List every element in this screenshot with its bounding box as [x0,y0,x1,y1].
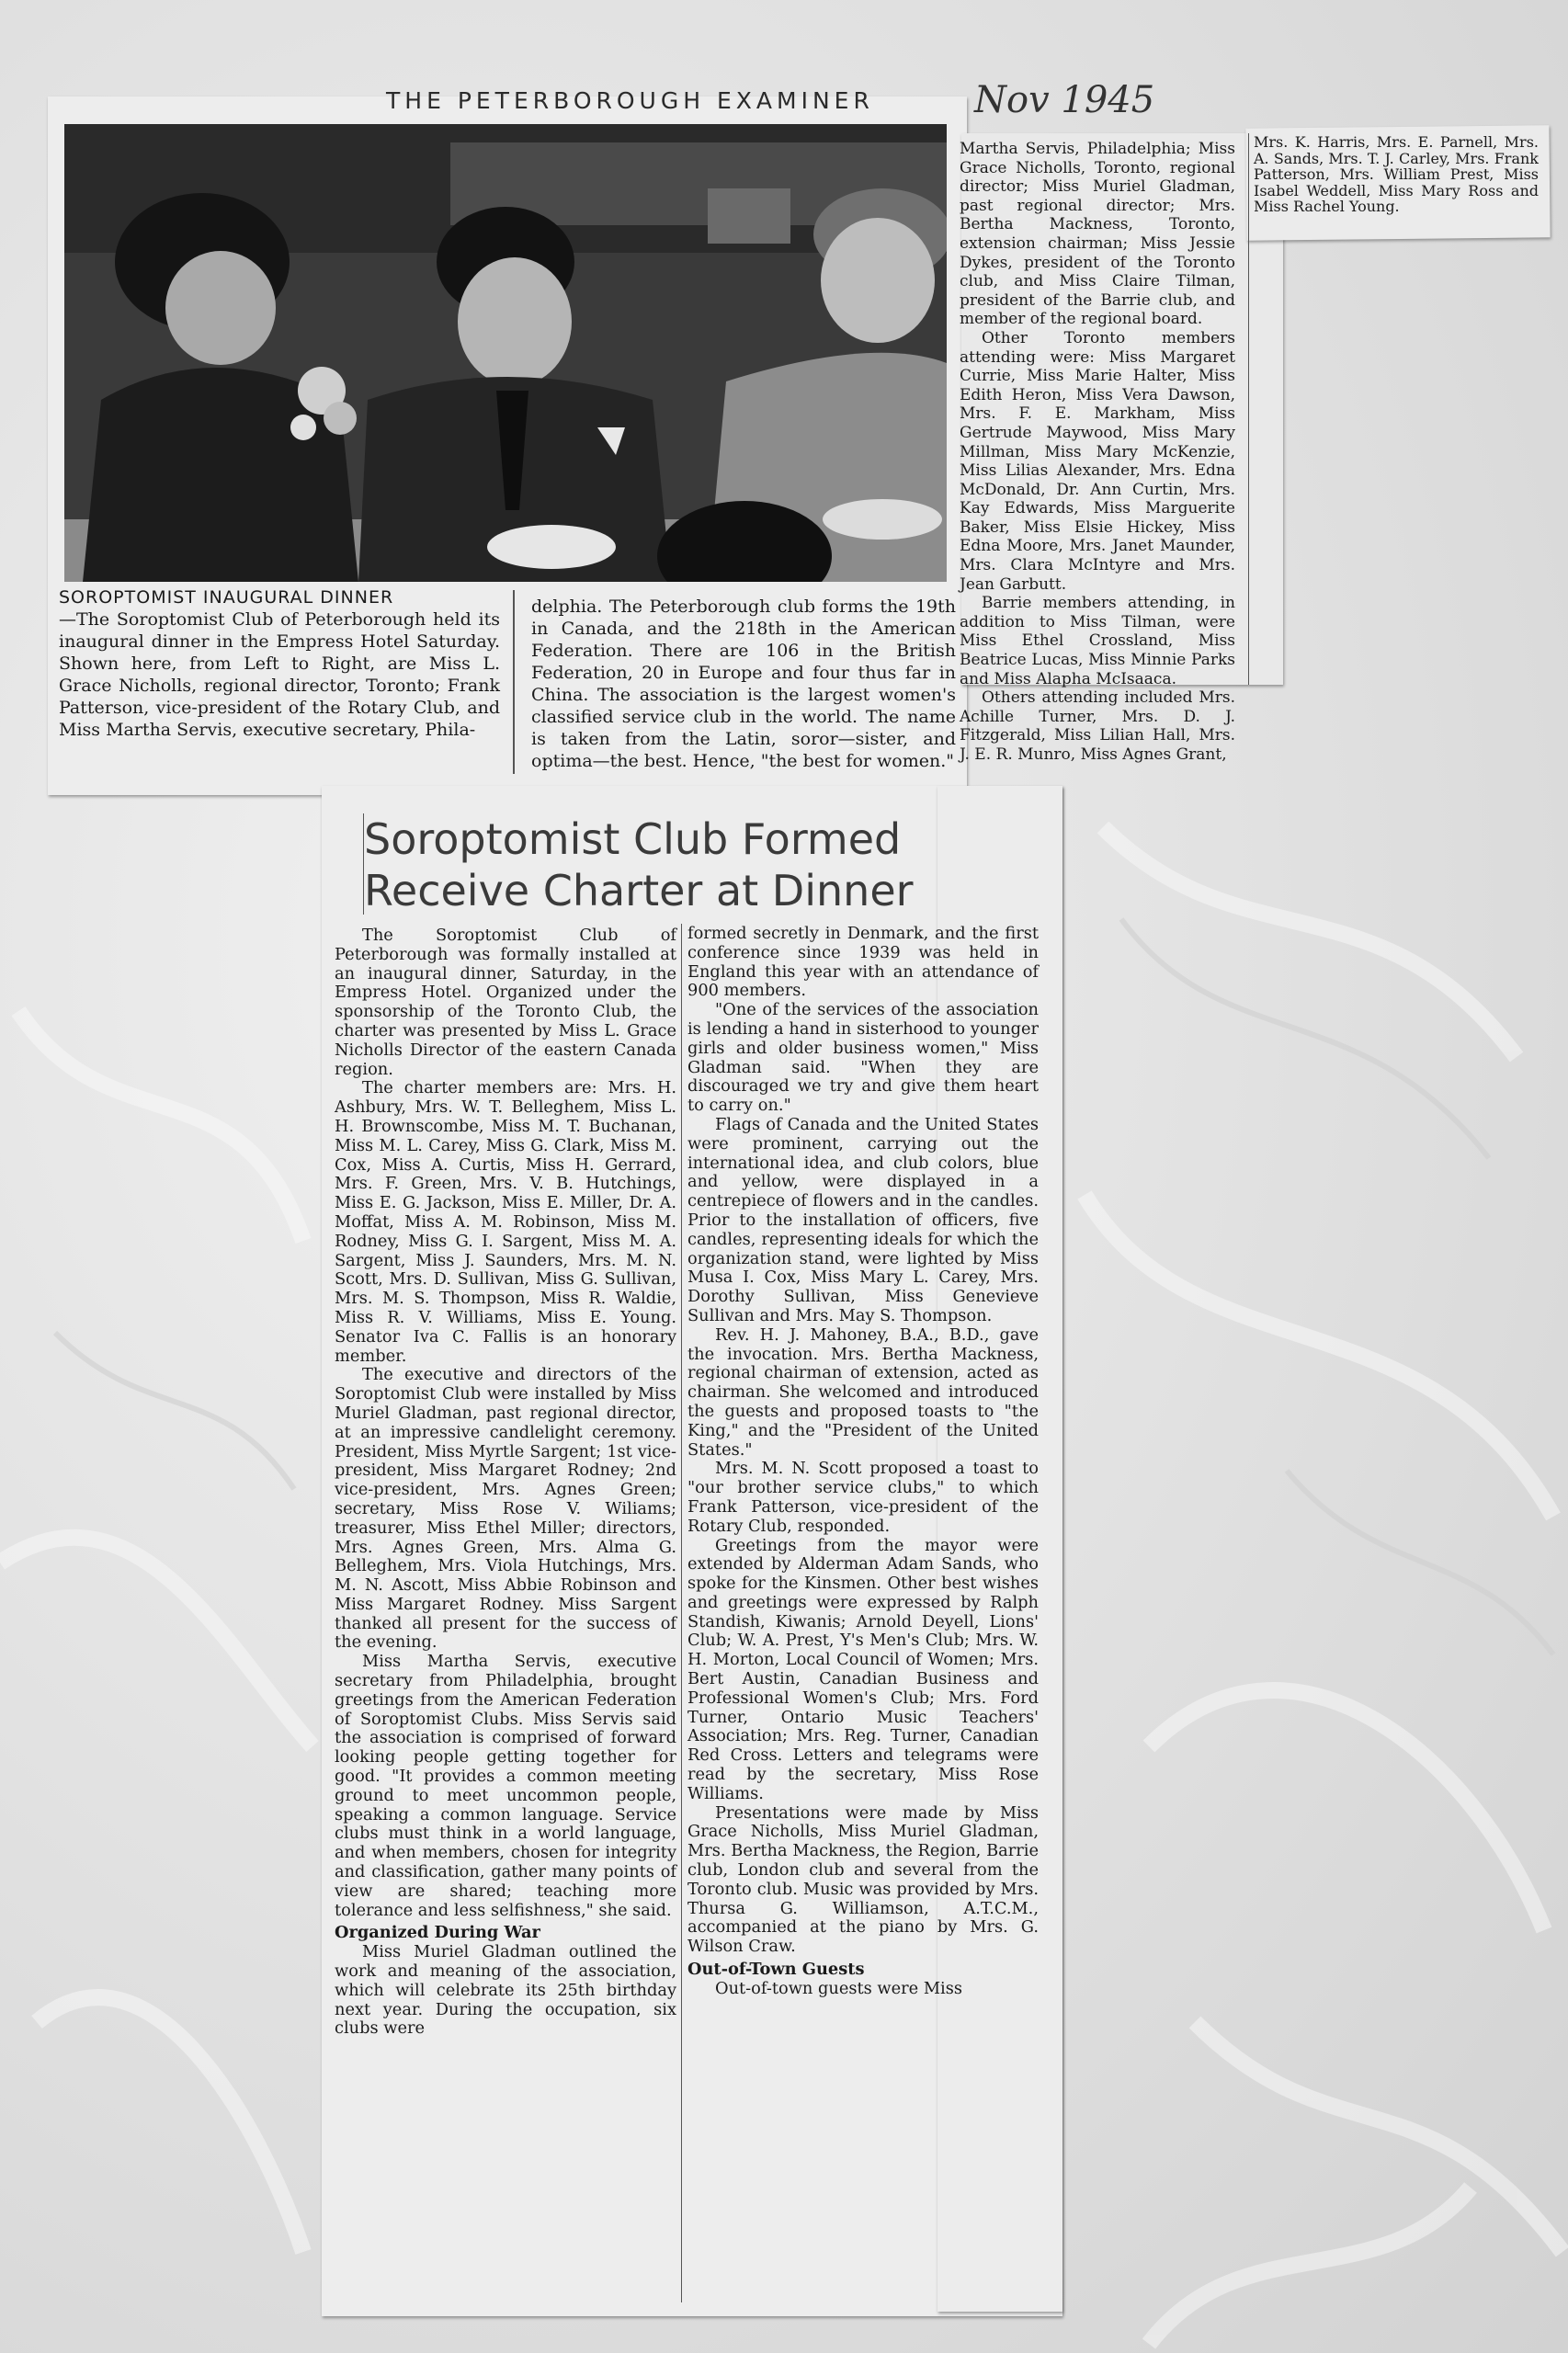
photo-caption-title: SOROPTOMIST INAUGURAL DINNER [59,587,394,608]
article-body-left [335,926,676,2039]
caption-column-rule [513,590,515,774]
article-paragraph: formed secretly in Denmark, and the first conference since 1939 was held in England this year with an attendance of 900 members. [687,924,1039,1001]
article-paragraph: The charter members are: Mrs. H. Ashbury, Mrs. W. T. Belleghem, Miss L. H. Brownscombe, Miss M. T. Buchanan, Miss M. L. Carey, Miss G. Clark, Miss M. Cox, Miss A. Curtis, Miss H. Gerrard, Mrs. F. Green, Mrs. V. B. Hutchings, Miss E. G. Jackson, Miss E. Miller, Dr. A. Moffat, Miss A. M. Robinson, Miss M. Rodney, Miss G. I. Sargent, Miss M. A. Sargent, Miss J. Saunders, Mrs. M. N. Scott, Mrs. D. Sullivan, Miss G. Sullivan, Mrs. M. S. Thompson, Miss R. Waldie, Miss R. V. Williams, Miss E. Young. Senator Iva C. Fallis is an honorary member. [335,1078,676,1366]
col3-paragraph: Other Toronto members attending were: Miss Margaret Currie, Miss Marie Halter, Miss Edith Heron, Miss Vera Dawson, Mrs. F. E. Markham, Miss Gertrude Maywood, Miss Mary Millman, Miss Mary McKenzie, Miss Lilias Alexander, Mrs. Edna McDonald, Dr. Ann Curtin, Mrs. Kay Edwards, Miss Marguerite Baker, Miss Elsie Hickey, Miss Edna Moore, Mrs. Janet Maunder, Mrs. Clara McIntyre and Mrs. Jean Garbutt. [960,328,1235,594]
article-paragraph: Miss Martha Servis, executive secretary from Philadelphia, brought greetings from the American Federation of Soroptomist Clubs. Miss Servis said the association is comprised of forward looking people getting together for good. "It provides a common meeting ground to meet uncommon people, speaking a common language. Service clubs must think in a world language, and when members, chosen for integrity and classification, gather many points of view are shared; teaching more tolerance and less selfishness," she said. [335,1652,676,1920]
article-paragraph: Mrs. M. N. Scott proposed a toast to "our brother service clubs," to which Frank Patterson, vice-president of the Rotary Club, responded. [687,1459,1039,1536]
article-paragraph: The executive and directors of the Soroptomist Club were installed by Miss Muriel Gladman, past regional director, at an impressive candlelight ceremony. President, Miss Myrtle Sargent; 1st vice-president, Miss Margaret Rodney; 2nd vice-president, Mrs. Agnes Green; secretary, Miss Rose V. Wiliams; treasurer, Miss Ethel Miller; directors, Mrs. Agnes Green, Mrs. Alma G. Belleghem, Mrs. Viola Hutchings, Mrs. M. N. Ascott, Miss Abbie Robinson and Miss Margaret Rodney. Miss Sargent thanked all present for the success of the evening. [335,1365,676,1653]
article-paragraph: Flags of Canada and the United States were prominent, carrying out the international idea, and club colors, blue and yellow, were displayed in a centrepiece of flowers and in the candles. Prior to the installation of officers, five candles, representing ideals for which the organization stand, were lighted by Miss Musa I. Cox, Miss Mary L. Carey, Mrs. Dorothy Sullivan, Miss Genevieve Sullivan and Mrs. May S. Thompson. [687,1114,1039,1325]
article-paragraph: Rev. H. J. Mahoney, B.A., B.D., gave the invocation. Mrs. Bertha Mackness, regional chairman of extension, acted as chairman. She welcomed and introduced the guests and proposed toasts to "the King," and the "President of the United States." [687,1324,1039,1460]
article-subhead: Out-of-Town Guests [687,1960,865,1980]
col3-paragraph: Others attending included Mrs. Achille Turner, Mrs. D. J. Fitzgerald, Miss Lilian Hall, Mrs. J. E. R. Munro, Miss Agnes Grant, [960,688,1235,764]
article-subhead: Organized During War [335,1923,540,1943]
col3-paragraph: Martha Servis, Philadelphia; Miss Grace Nicholls, Toronto, regional director; Miss Muriel Gladman, past regional director; Mrs. Bertha Mackness, Toronto, extension chairman; Miss Jessie Dykes, president of the Toronto club, and Miss Claire Tilman, president of the Barrie club, and member of the regional board. [960,140,1235,329]
article-body-right [687,925,1039,1999]
article-column-3 [960,140,1235,765]
col3-paragraph: Barrie members attending, in addition to Miss Tilman, were Miss Ethel Crossland, Miss Beatrice Lucas, Miss Minnie Parks and Miss Alapha McIsaaca. [960,594,1235,688]
article-column-4: Mrs. K. Harris, Mrs. E. Parnell, Mrs. A. Sands, Mrs. T. J. Carley, Mrs. Frank Patterson, Mrs. William Prest, Miss Isabel Weddell, Miss Mary Ross and Miss Rachel Young. [1254,133,1539,215]
article-headline [364,813,1007,916]
article-column-rule [681,924,682,2302]
article-paragraph: Miss Muriel Gladman outlined the work and meaning of the association, which will celebrate its 25th birthday next year. During the occupation, six clubs were [335,1942,676,2039]
article-paragraph: The Soroptomist Club of Peterborough was formally installed at an inaugural dinner, Saturday, in the Empress Hotel. Organized under the sponsorship of the Toronto Club, the charter was presented by Miss L. Grace Nicholls Director of the eastern Canada region. [335,926,676,1079]
photo-caption-left-text: —The Soroptomist Club of Peterborough held its inaugural dinner in the Empress Hotel Saturday. Shown here, from Left to Right, are Miss L. Grace Nicholls, regional director, Toronto; Frank Patterson, vice-president of the Rotary Club, and Miss Martha Servis, executive secretary, Phila- [59,609,500,740]
column-3-rule [1248,133,1249,685]
headline-line-2: Receive Charter at Dinner [364,866,914,915]
headline-line-1: Soroptomist Club Formed [364,814,902,864]
photo-caption-right: delphia. The Peterborough club forms the 19th in Canada, and the 218th in the American Federation. There are 106 in the British Federation, 20 in Europe and four thus far in China. The association is the largest women's classified service club in the world. The name is taken from the Latin, soror—sister, and optima—the best. Hence, "the best for women." [531,597,956,771]
article-paragraph: "One of the services of the association is lending a hand in sisterhood to younger girls and older business women," Miss Gladman said. "When they are discouraged we try and give them heart to carry on." [687,1000,1039,1116]
photo-caption-left [59,586,500,741]
article-paragraph: Presentations were made by Miss Grace Nicholls, Miss Muriel Gladman, Mrs. Bertha Mackness, the Region, Barrie club, London club and several from the Toronto club. Music was provided by Mrs. Thursa G. Williamson, A.T.C.M., accompanied at the piano by Mrs. G. Wilson Craw. [687,1802,1039,1957]
article-paragraph: Out-of-town guests were Miss [715,1978,962,1998]
article-paragraph: Greetings from the mayor were extended by Alderman Adam Sands, who spoke for the Kinsmen. Other best wishes and greetings were expressed by Ralph Standish, Kiwanis; Arnold Deyell, Lions' Club; W. A. Prest, Y's Men's Club; Mrs. W. H. Morton, Local Council of Women; Mrs. Bert Austin, Canadian Business and Professional Women's Club; Mrs. Ford Turner, Ontario Music Teachers' Association; Mrs. Reg. Turner, Canadian Red Cross. Letters and telegrams were read by the secretary, Miss Rose Williams. [687,1535,1039,1803]
handwritten-date: Nov 1945 [974,79,1155,121]
headline-rule [363,813,364,915]
news-photo [64,124,947,582]
newspaper-masthead: THE PETERBOROUGH EXAMINER [386,87,874,114]
